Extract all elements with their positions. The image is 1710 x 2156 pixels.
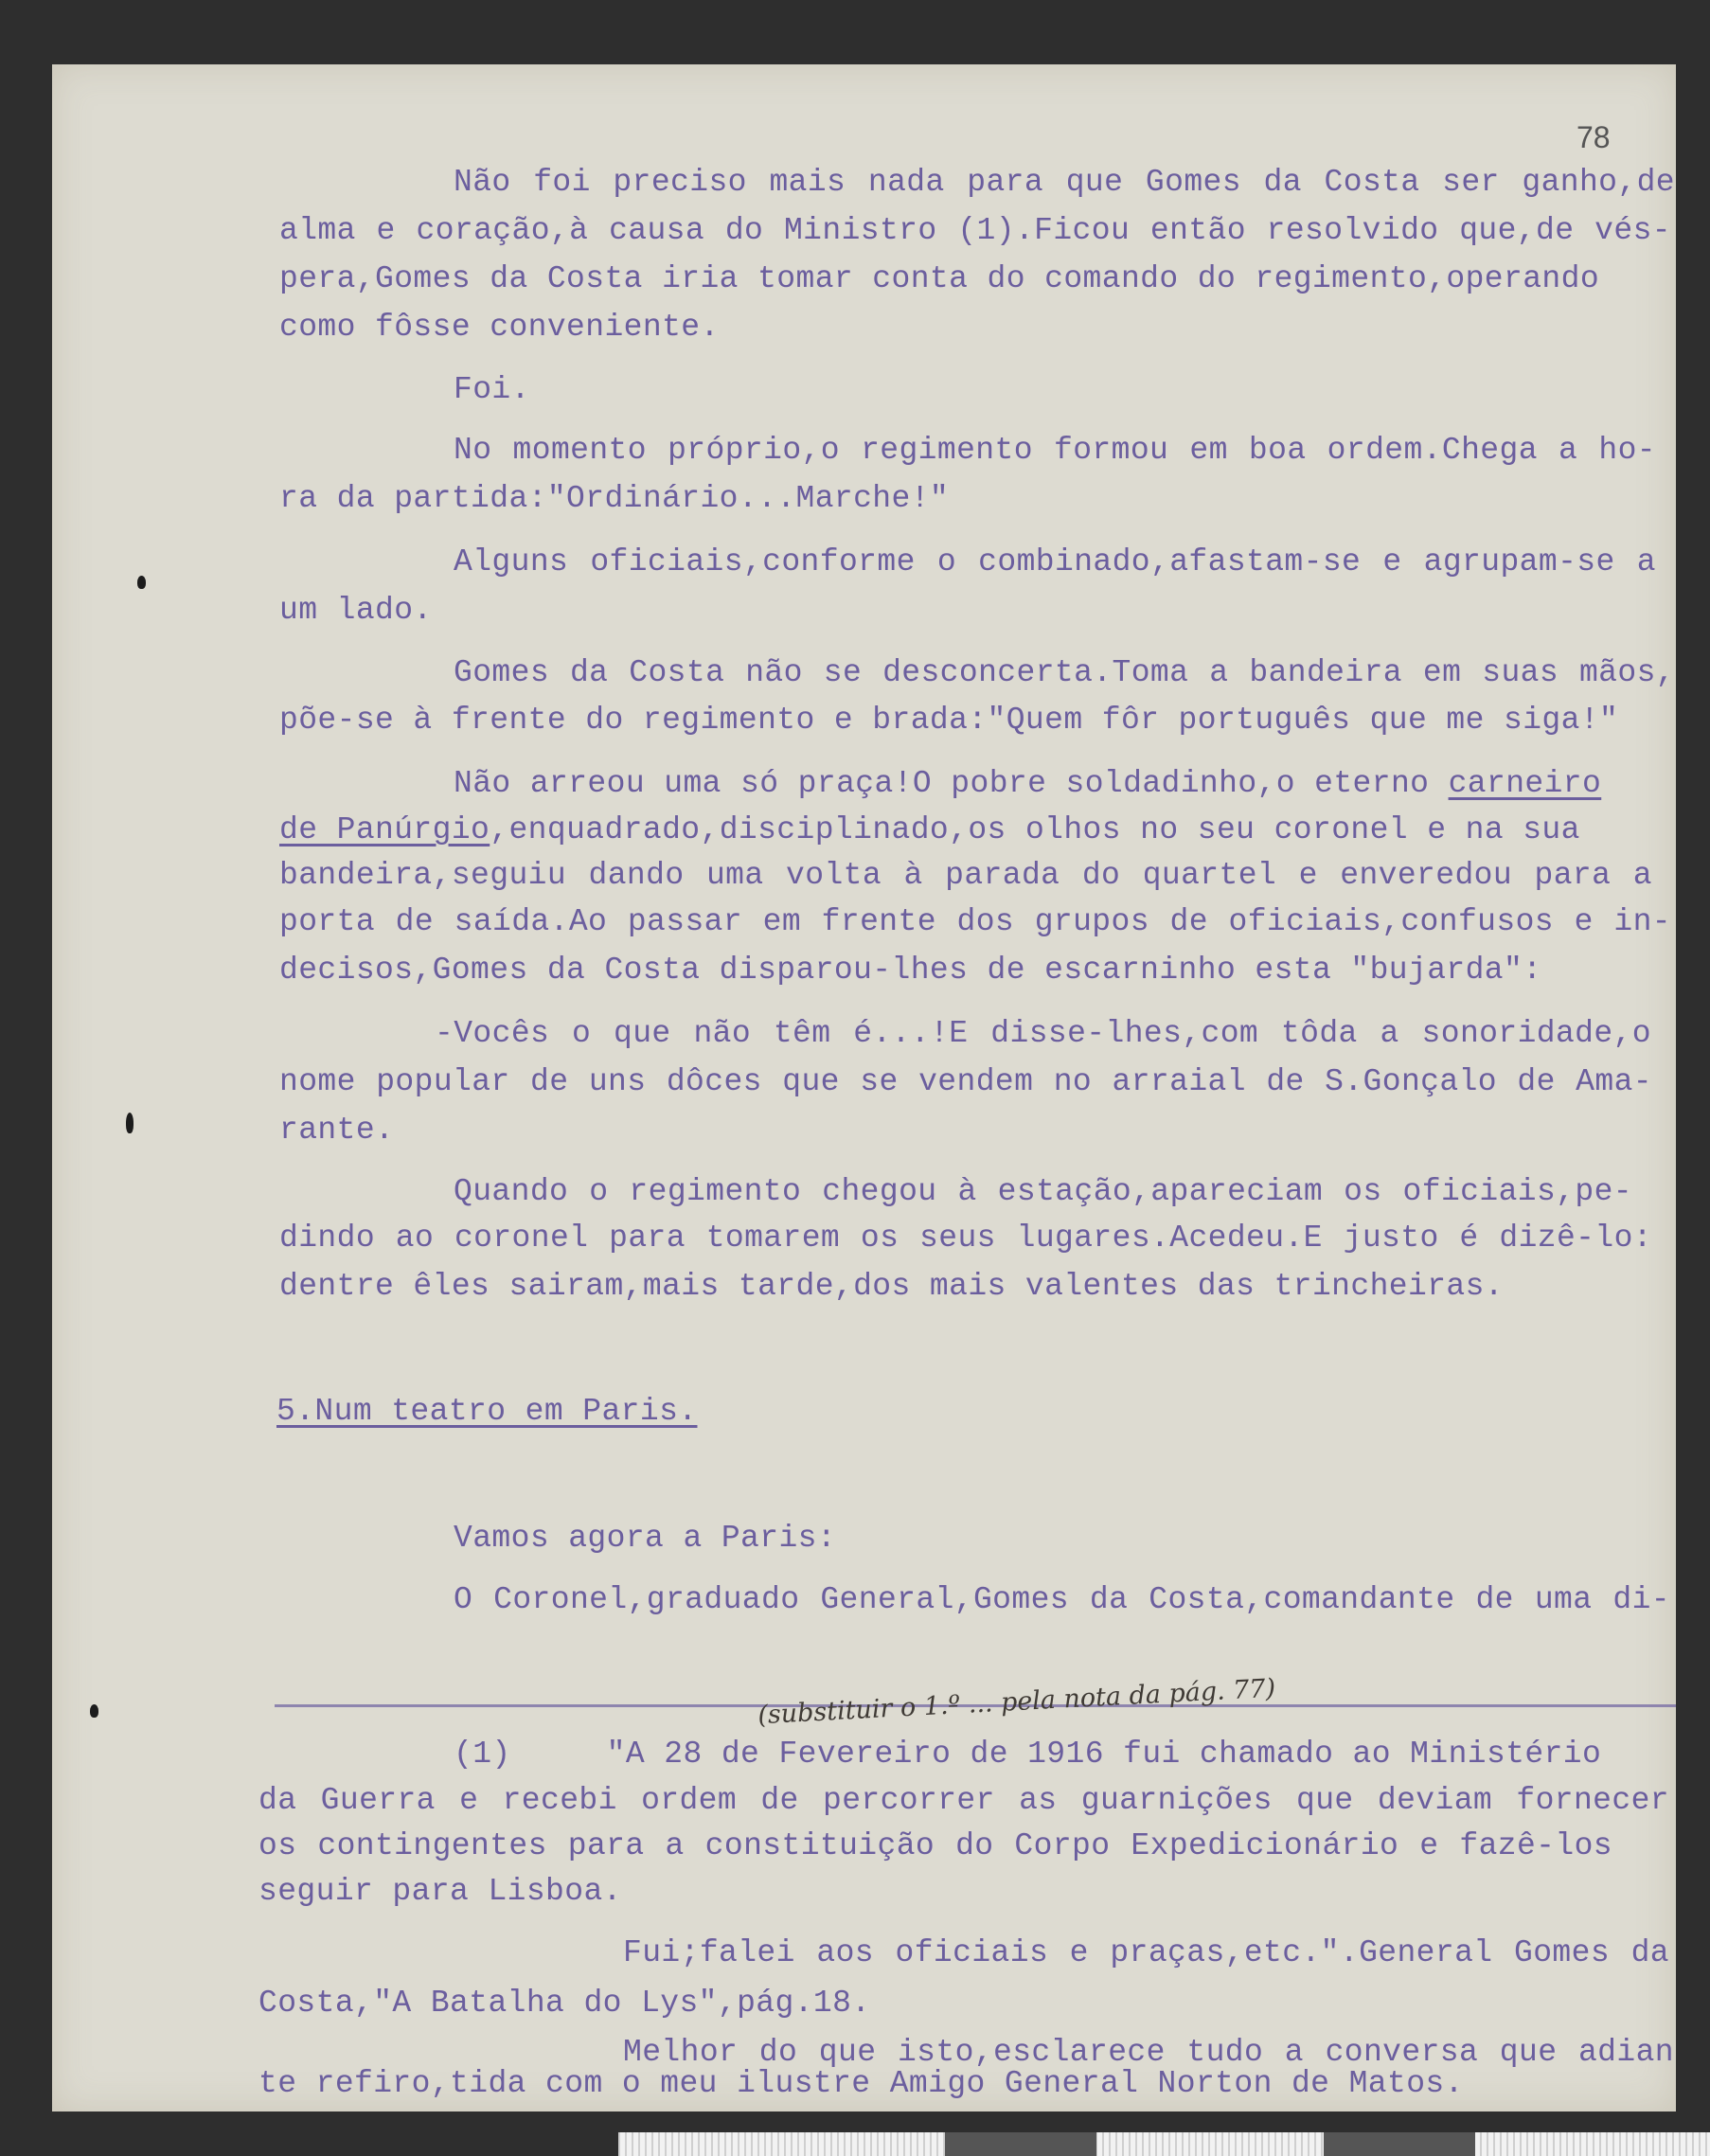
scale-ruler	[618, 2132, 1710, 2156]
body-line: Foi.	[454, 372, 530, 407]
footnote-line: te refiro,tida com o meu ilustre Amigo General Norton de Matos.	[258, 2066, 1464, 2101]
footnote-line: (1) "A 28 de Fevereiro de 1916 fui chamado ao Ministério	[454, 1737, 1602, 1772]
body-line: ra da partida:"Ordinário...Marche!"	[279, 481, 950, 516]
page-number: 78	[1576, 120, 1611, 154]
body-line: nome popular de uns dôces que se vendem no arraial de S.Gonçalo de Ama-	[279, 1064, 1652, 1099]
body-line: bandeira,seguiu dando uma volta à parada do quartel e enveredou para a	[279, 858, 1652, 893]
ruler-segment	[1324, 2132, 1475, 2156]
section-heading: 5.Num teatro em Paris.	[276, 1394, 698, 1429]
handwritten-note: (substituir o 1.º ... pela nota da pág. 77)	[757, 1673, 1276, 1731]
body-line: rante.	[279, 1113, 395, 1148]
footnote-line: Costa,"A Batalha do Lys",pág.18.	[258, 1986, 871, 2021]
body-line: dindo ao coronel para tomarem os seus lugares.Acedeu.E justo é dizê-lo:	[279, 1221, 1652, 1256]
body-line: põe-se à frente do regimento e brada:"Quem fôr português que me siga!"	[279, 703, 1619, 738]
body-line: Vamos agora a Paris:	[454, 1521, 837, 1556]
body-line	[454, 765, 1601, 803]
body-line: alma e coração,à causa do Ministro (1).Ficou então resolvido que,de vés-	[279, 213, 1671, 248]
punch-mark	[90, 1704, 98, 1718]
footnote-line: Melhor do que isto,esclarece tudo a conversa que adian	[623, 2035, 1674, 2070]
body-line: dentre êles sairam,mais tarde,dos mais valentes das trincheiras.	[279, 1269, 1505, 1304]
body-line: No momento próprio,o regimento formou em boa ordem.Chega a ho-	[454, 433, 1656, 468]
punch-mark	[137, 576, 146, 589]
body-text: ,enquadrado,disciplinado,os olhos no seu coronel e na sua	[490, 812, 1580, 847]
body-line	[279, 811, 1580, 849]
body-line: Quando o regimento chegou à estação,apareciam os oficiais,pe-	[454, 1174, 1632, 1209]
footnote-line: Fui;falei aos oficiais e praças,etc.".General Gomes da	[623, 1935, 1669, 1970]
body-line: -Vocês o que não têm é...!E disse-lhes,com tôda a sonoridade,o	[435, 1016, 1651, 1051]
body-text: Não arreou uma só praça!O pobre soldadinho,o eterno	[454, 766, 1449, 801]
body-line: pera,Gomes da Costa iria tomar conta do comando do regimento,operando	[279, 261, 1600, 296]
footnote-line: os contingentes para a constituição do Corpo Expedicionário e fazê-los	[258, 1828, 1612, 1863]
ruler-segment	[945, 2132, 1096, 2156]
body-line: decisos,Gomes da Costa disparou-lhes de escarninho esta "bujarda":	[279, 953, 1542, 988]
body-line: porta de saída.Ao passar em frente dos grupos de oficiais,confusos e in-	[279, 904, 1671, 939]
body-line: Alguns oficiais,conforme o combinado,afastam-se e agrupam-se a	[454, 544, 1656, 579]
body-line: um lado.	[279, 593, 433, 628]
body-line: Não foi preciso mais nada para que Gomes da Costa ser ganho,de	[454, 165, 1675, 200]
underlined-text: carneiro	[1448, 766, 1602, 801]
underlined-text: de Panúrgio	[279, 812, 490, 847]
body-line: como fôsse conveniente.	[279, 310, 720, 345]
body-line: O Coronel,graduado General,Gomes da Costa,comandante de uma di-	[454, 1582, 1670, 1617]
body-line: Gomes da Costa não se desconcerta.Toma a bandeira em suas mãos,	[454, 655, 1675, 690]
footnote-line: da Guerra e recebi ordem de percorrer as guarnições que deviam fornecer	[258, 1783, 1669, 1818]
punch-mark	[126, 1113, 134, 1133]
footnote-line: seguir para Lisboa.	[258, 1874, 622, 1909]
